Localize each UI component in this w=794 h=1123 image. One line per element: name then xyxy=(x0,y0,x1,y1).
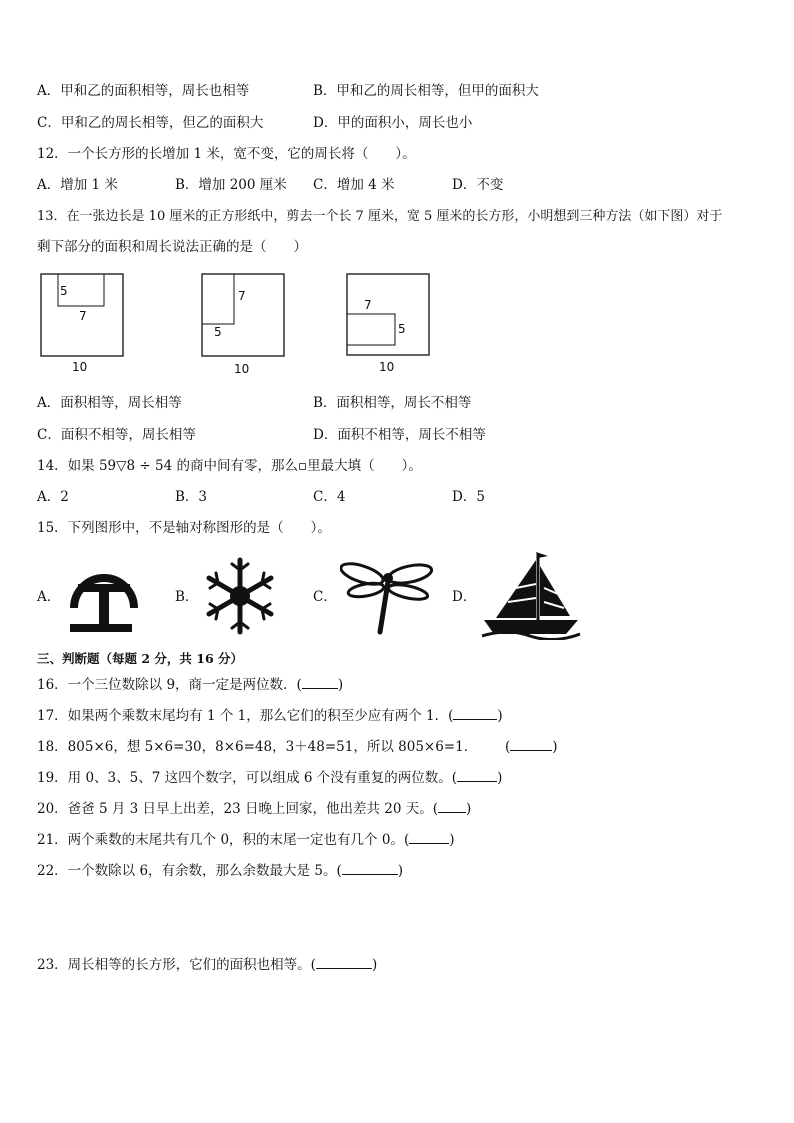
q15-stem: 15．下列图形中，不是轴对称图形的是（ ）。 xyxy=(37,520,331,536)
rail-symbol-icon xyxy=(64,558,144,638)
q19-row xyxy=(37,769,502,787)
q13-option-c[interactable]: C．面积不相等，周长相等 xyxy=(37,427,196,443)
q14-stem: 14．如果 59▽8 ÷ 54 的商中间有零，那么▫里最大填（ ）。 xyxy=(37,458,422,474)
q11-option-a[interactable]: A．甲和乙的面积相等，周长也相等 xyxy=(37,83,250,99)
q22-text: 22．一个数除以 6，有余数，那么余数最大是 5。( xyxy=(37,863,342,879)
q16-text: 16．一个三位数除以 9，商一定是两位数．( xyxy=(37,677,302,693)
q23-paren: ) xyxy=(371,957,378,973)
q18-paren-open: ( xyxy=(505,739,511,755)
q20-paren: ) xyxy=(466,801,472,817)
q14-option-b[interactable]: B．3 xyxy=(175,489,208,505)
q18-answer xyxy=(505,738,558,756)
fig3-label-side: 10 xyxy=(379,360,395,374)
q15-label-a[interactable]: A． xyxy=(37,589,61,605)
q11-option-d[interactable]: D．甲的面积小，周长也小 xyxy=(313,115,473,131)
cut-rect xyxy=(347,314,395,345)
q13-figure-1 xyxy=(38,272,130,376)
q17-answer-blank[interactable] xyxy=(453,719,497,720)
fig1-label-side: 10 xyxy=(72,360,88,374)
q19-answer-blank[interactable] xyxy=(457,781,497,782)
q17-paren: ) xyxy=(497,708,503,724)
fig1-label-l: 7 xyxy=(79,309,87,323)
cut-rect xyxy=(202,274,234,324)
q13-figure-2 xyxy=(198,272,290,378)
square-outline xyxy=(202,274,284,356)
q12-option-d[interactable]: D．不变 xyxy=(452,177,504,193)
q17-row xyxy=(37,707,503,725)
sailboat-icon xyxy=(478,548,582,640)
q18-row xyxy=(37,738,477,756)
q13-option-d[interactable]: D．面积不相等，周长不相等 xyxy=(313,427,486,443)
q16-paren: ) xyxy=(337,677,344,693)
q15-label-d[interactable]: D． xyxy=(452,589,477,605)
dragonfly-icon xyxy=(340,558,435,636)
q12-option-b[interactable]: B．增加 200 厘米 xyxy=(175,177,287,193)
q15-label-b[interactable]: B． xyxy=(175,589,199,605)
q21-paren: ) xyxy=(449,832,455,848)
q22-answer-blank[interactable] xyxy=(342,874,398,875)
q11-option-c[interactable]: C．甲和乙的周长相等，但乙的面积大 xyxy=(37,115,264,131)
q22-row xyxy=(37,862,403,880)
q23-text: 23．周长相等的长方形，它们的面积也相等。( xyxy=(37,957,316,973)
fig3-label-l: 7 xyxy=(364,298,372,312)
q13-figure-3 xyxy=(344,272,436,376)
q12-option-a[interactable]: A．增加 1 米 xyxy=(37,177,118,193)
fig2-label-w: 5 xyxy=(214,325,222,339)
q12-stem: 12．一个长方形的长增加 1 米，宽不变，它的周长将（ ）。 xyxy=(37,146,416,162)
q20-row xyxy=(37,800,471,818)
q21-row xyxy=(37,831,455,849)
q14-option-d[interactable]: D．5 xyxy=(452,489,485,505)
fig2-label-l: 7 xyxy=(238,289,246,303)
q18-answer-blank[interactable] xyxy=(510,750,552,751)
snowflake-icon xyxy=(200,556,280,636)
fig3-label-w: 5 xyxy=(398,322,406,336)
q21-text: 21．两个乘数的末尾共有几个 0，积的末尾一定也有几个 0。( xyxy=(37,832,410,848)
q11-option-b[interactable]: B．甲和乙的周长相等，但甲的面积大 xyxy=(313,83,539,99)
q20-answer-blank[interactable] xyxy=(438,812,466,813)
q20-text: 20．爸爸 5 月 3 日早上出差，23 日晚上回家，他出差共 20 天。( xyxy=(37,801,439,817)
q17-text: 17．如果两个乘数末尾均有 1 个 1，那么它们的积至少应有两个 1．( xyxy=(37,708,454,724)
q12-option-c[interactable]: C．增加 4 米 xyxy=(313,177,395,193)
q23-answer-blank[interactable] xyxy=(316,968,372,969)
q13-stem-line2: 剩下部分的面积和周长说法正确的是（ ） xyxy=(37,239,307,255)
q22-paren: ) xyxy=(397,863,403,879)
section3-title: 三、判断题（每题 2 分，共 16 分） xyxy=(37,651,244,666)
q19-text: 19．用 0、3、5、7 这四个数字，可以组成 6 个没有重复的两位数。( xyxy=(37,770,458,786)
q16-row xyxy=(37,676,343,694)
q14-option-c[interactable]: C．4 xyxy=(313,489,346,505)
q16-answer-blank[interactable] xyxy=(302,688,338,689)
q18-paren: ) xyxy=(552,739,558,755)
fig1-label-w: 5 xyxy=(60,284,68,298)
q19-paren: ) xyxy=(497,770,503,786)
q14-option-a[interactable]: A．2 xyxy=(37,489,69,505)
fig2-label-side: 10 xyxy=(234,362,250,376)
q18-text: 18．805×6，想 5×6=30，8×6=48，3＋48=51，所以 805×6=1． xyxy=(37,739,478,755)
q13-stem-line1: 13．在一张边长是 10 厘米的正方形纸中，剪去一个长 7 厘米，宽 5 厘米的长方形，小明想到三种方法（如下图）对于 xyxy=(37,209,723,224)
q15-label-c[interactable]: C． xyxy=(313,589,337,605)
q21-answer-blank[interactable] xyxy=(409,843,449,844)
q23-row xyxy=(37,956,377,974)
q13-option-b[interactable]: B．面积相等，周长不相等 xyxy=(313,395,472,411)
q13-option-a[interactable]: A．面积相等，周长相等 xyxy=(37,395,182,411)
